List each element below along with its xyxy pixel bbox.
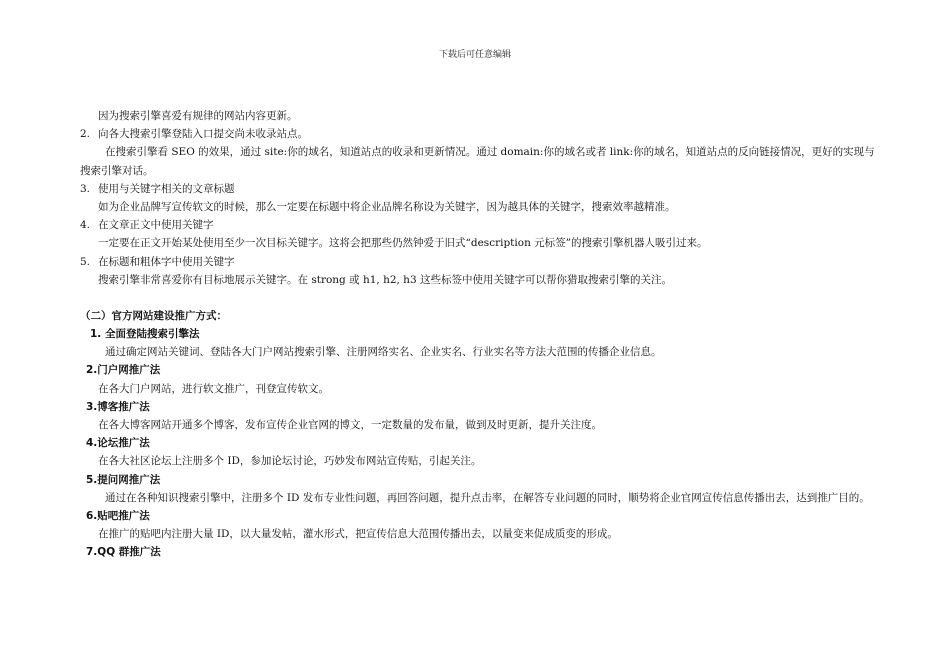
list-item-number: 5. xyxy=(80,255,91,268)
method-title: 2.门户网推广法 xyxy=(86,364,161,377)
method-body: 在各大门户网站，进行软文推广，刊登宣传软文。 xyxy=(98,382,329,395)
page-header: 下载后可任意编辑 xyxy=(438,50,511,60)
method-title: 3.博客推广法 xyxy=(86,400,150,413)
list-item-number: 4. xyxy=(80,219,91,232)
list-item-body: 如为企业品牌写宣传软文的时候，那么一定要在标题中将企业品牌名称设为关键字，因为越具体的关键字，搜索效率越精准。 xyxy=(98,200,676,213)
method-body: 在各大社区论坛上注册多个 ID，参加论坛讨论，巧妙发布网站宣传贴，引起关注。 xyxy=(98,455,482,468)
section-heading: （二）官方网站建设推广方式： xyxy=(80,309,227,322)
intro-text: 因为搜索引擎喜爱有规律的网站内容更新。 xyxy=(98,110,298,122)
list-item-title xyxy=(80,253,880,271)
section-gap xyxy=(80,289,880,307)
method-body: 在推广的贴吧内注册大量 ID，以大量发帖，灌水形式，把宣传信息大范围传播出去，以量变来促成质变的形成。 xyxy=(98,528,618,541)
list-item-body: 一定要在正文开始某处使用至少一次目标关键字。这将会把那些仍然钟爱于旧式“description 元标签”的搜索引擎机器人吸引过来。 xyxy=(98,237,708,250)
list-item-number: 3. xyxy=(80,182,91,195)
method-title: 6.贴吧推广法 xyxy=(86,509,150,522)
list-item-title xyxy=(80,180,880,198)
list-item-title xyxy=(80,216,880,234)
list-item-body: 搜索引擎非常喜爱你有目标地展示关键字。在 strong 或 h1, h2, h3 这些标签中使用关键字可以帮你猎取搜索引擎的关注。 xyxy=(98,273,672,286)
list-item-number: 2. xyxy=(80,128,91,141)
method-title: 4.论坛推广法 xyxy=(86,437,150,450)
method-title: 1. 全面登陆搜索引擎法 xyxy=(90,328,200,341)
list-item-title xyxy=(80,125,880,143)
list-item-title-text: 使用与关键字相关的文章标题 xyxy=(98,182,235,195)
list-item-title-text: 在标题和粗体字中使用关键字 xyxy=(98,255,235,268)
method-title: 7.QQ 群推广法 xyxy=(86,546,161,559)
list-item-body: 在搜索引擎看 SEO 的效果，通过 site:你的域名，知道站点的收录和更新情况。通过 domain:你的域名或者 link:你的域名，知道站点的反向链接情况，更好的实现与搜索引擎对话。 xyxy=(80,146,875,177)
document-body xyxy=(80,107,880,562)
list-item-title-text: 在文章正文中使用关键字 xyxy=(98,219,214,232)
method-body: 通过在各种知识搜索引擎中，注册多个 ID 发布专业性问题，再回答问题，提升点击率，在解答专业问题的同时，顺势将企业官网宣传信息传播出去，达到推广目的。 xyxy=(105,491,870,504)
method-body: 在各大博客网站开通多个博客，发布宣传企业官网的博文，一定数量的发布量，做到及时更新，提升关注度。 xyxy=(98,419,602,432)
method-body: 通过确定网站关键词、登陆各大门户网站搜索引擎、注册网络实名、企业实名、行业实名等方法大范围的传播企业信息。 xyxy=(105,346,662,359)
list-item-title-text: 向各大搜索引擎登陆入口提交尚未收录站点。 xyxy=(98,128,308,141)
method-title: 5.提问网推广法 xyxy=(86,473,161,486)
